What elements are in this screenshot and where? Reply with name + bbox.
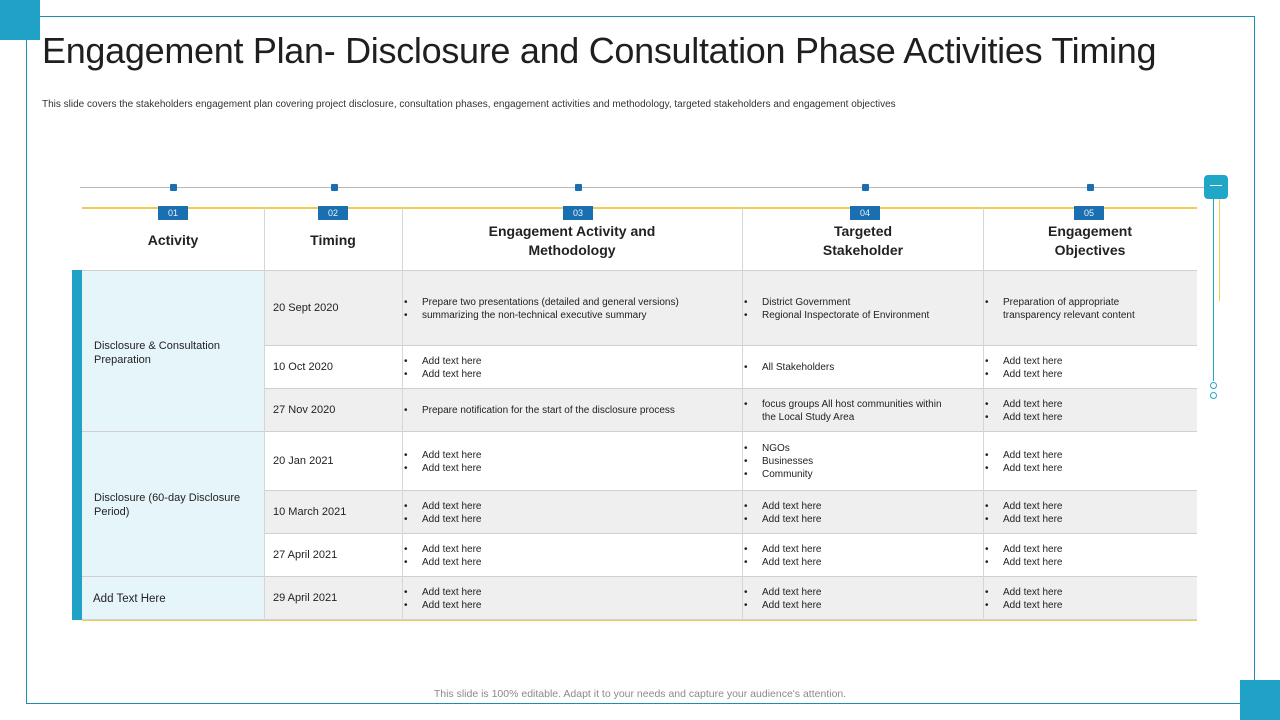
list-item: • Prepare two presentations (detailed and general versions) [402,296,702,309]
list-item: • Add text here [742,586,942,599]
slide-title: Engagement Plan- Disclosure and Consultation Phase Activities Timing [42,30,1157,71]
list-item: • Add text here [742,513,942,526]
table-top-rule [82,207,1197,209]
connector-line-gold [1219,199,1220,301]
objectives-list [983,586,1153,612]
list-item: • Add text here [983,513,1153,526]
objectives-list [983,296,1153,322]
header-activity: Activity [147,232,199,248]
header-targeted-stakeholder: Targeted Stakeholder [822,223,904,258]
list-item: • Add text here [983,500,1153,513]
list-item: • Add text here [983,599,1153,612]
list-item: • Add text here [742,556,942,569]
list-item: • Add text here [983,462,1153,475]
list-item: • Add text here [402,462,702,475]
list-item: • Add text here [983,355,1153,368]
stakeholder-list [742,296,942,322]
list-item: • Preparation of appropriate transparency relevant content [983,296,1153,322]
phase-cell [82,271,264,432]
stakeholder-list [742,543,942,569]
list-item: • Add text here [983,411,1153,424]
objectives-list [983,355,1153,381]
list-item: • focus groups All host communities within the Local Study Area [742,398,942,424]
connector-ring [1210,382,1217,389]
phase-label: Disclosure & Consultation Preparation [94,340,220,366]
list-item: • District Government [742,296,942,309]
phase-accent-bar [72,270,82,620]
phase-cell [82,577,264,620]
timeline-marker-03 [575,184,582,191]
list-item: • Add text here [402,543,702,556]
list-item: • Add text here [983,449,1153,462]
column-divider [402,207,403,620]
objectives-list [983,543,1153,569]
timeline-marker-04 [862,184,869,191]
list-item: • Regional Inspectorate of Environment [742,309,942,322]
connector-ring [1210,392,1217,399]
table-row [264,491,1197,534]
table-row [264,534,1197,577]
stakeholder-list [742,500,942,526]
timeline-marker-02 [331,184,338,191]
phase-cell [82,432,264,577]
list-item: • Add text here [402,599,702,612]
list-item: • Add text here [983,586,1153,599]
list-item: • Add text here [983,543,1153,556]
list-item: • Add text here [983,398,1153,411]
objectives-list [983,500,1153,526]
list-item: • All Stakeholders [742,361,942,374]
list-item: • Add text here [402,449,702,462]
phase-label: Disclosure (60-day Disclosure Period) [94,492,241,518]
column-divider [264,207,265,620]
table-row [264,271,1197,346]
stakeholder-list [742,442,942,481]
timeline-end-marker [1204,175,1228,199]
row-date: 20 Jan 2021 [273,454,334,467]
row-date: 29 April 2021 [273,591,338,604]
activity-list [402,500,702,526]
stakeholder-list [742,361,942,374]
timeline-line [80,187,1210,188]
activity-list [402,449,702,475]
row-date: 20 Sept 2020 [273,301,339,314]
table-row [264,346,1197,389]
list-item: • Add text here [983,556,1153,569]
activity-list [402,543,702,569]
column-number-badge: 02 [318,206,348,220]
slide-subtitle: This slide covers the stakeholders engagement plan covering project disclosure, consultation phases, engagement activities and methodology, targeted stakeholders and engagement objectives [42,99,896,110]
row-date: 10 Oct 2020 [273,360,333,373]
column-number-badge: 04 [850,206,880,220]
row-date: 27 Nov 2020 [273,403,336,416]
column-number-badge: 05 [1074,206,1104,220]
row-date: 27 April 2021 [273,548,338,561]
table-row [264,432,1197,491]
stakeholder-list [742,398,942,424]
connector-line-blue [1213,199,1214,381]
column-divider [983,207,984,620]
list-item: • Prepare notification for the start of the disclosure process [402,404,702,417]
activity-list [402,296,702,322]
objectives-list [983,449,1153,475]
table-row [264,389,1197,432]
list-item: • Add text here [402,586,702,599]
timeline-marker-05 [1087,184,1094,191]
list-item: • NGOs [742,442,942,455]
footer-note: This slide is 100% editable. Adapt it to your needs and capture your audience's attention. [433,688,847,700]
column-number-badge: 03 [563,206,593,220]
column-number-badge: 01 [158,206,188,220]
list-item: • Community [742,468,942,481]
list-item: • Businesses [742,455,942,468]
list-item: • summarizing the non-technical executive summary [402,309,702,322]
list-item: • Add text here [402,355,702,368]
stakeholder-list [742,586,942,612]
activity-list [402,355,702,381]
list-item: • Add text here [402,556,702,569]
list-item: • Add text here [742,500,942,513]
objectives-list [983,398,1153,424]
list-item: • Add text here [402,500,702,513]
column-divider [742,207,743,620]
corner-accent-top-left [0,0,40,40]
header-engagement-objectives: Engagement Objectives [1047,223,1132,258]
list-item: • Add text here [742,599,942,612]
table-row [264,577,1197,620]
list-item: • Add text here [402,513,702,526]
timeline-marker-01 [170,184,177,191]
activity-list [402,586,702,612]
list-item: • Add text here [402,368,702,381]
list-item: • Add text here [983,368,1153,381]
list-item: • Add text here [742,543,942,556]
header-timing: Timing [310,232,356,248]
header-engagement-activity: Engagement Activity and Methodology [488,223,656,258]
activity-list [402,404,702,417]
row-date: 10 March 2021 [273,505,347,518]
corner-accent-bottom-right [1240,680,1280,720]
phase-label: Add Text Here [93,593,166,605]
